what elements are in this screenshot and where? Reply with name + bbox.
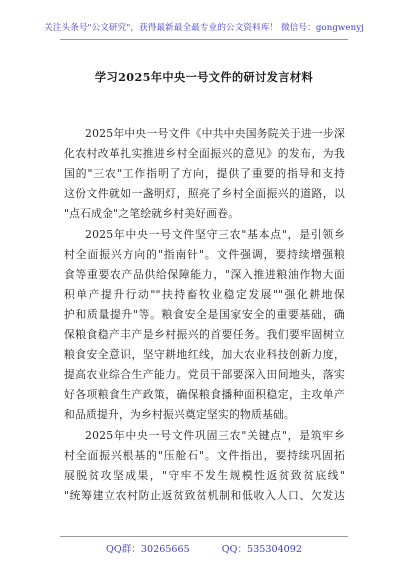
document-title: 学习2025年中央一号文件的研讨发言材料	[94, 70, 314, 84]
footer-divider	[60, 536, 348, 537]
body-line: 2025年中央一号文件《中共中央国务院关于进一步深	[85, 127, 345, 140]
body-line: 村全面振兴方向的"指南针"。文件强调，要持续增强粮	[64, 248, 345, 261]
body-line: 这份文件就如一盏明灯，照亮了乡村全面振兴的道路，以	[64, 187, 345, 200]
header-divider	[60, 39, 348, 40]
body-line: 化农村改革扎实推进乡村全面振兴的意见》的发布，为我	[64, 147, 345, 160]
body-line: 保粮食稳产丰产是乡村振兴的首要任务。我们要牢固树立	[64, 328, 345, 341]
body-line: 好各项粮食生产政策，确保粮食播种面积稳定，主攻单产	[64, 388, 345, 401]
body-line: 国的"三农"工作指明了方向，提供了重要的指导和支持	[64, 167, 345, 180]
body-line: 积单产提升行动""扶持畜牧业稳定发展""强化耕地保	[64, 288, 345, 301]
body-line: 和品质提升，为乡村振兴奠定坚实的物质基础。	[64, 408, 295, 421]
body-line: 粮食安全意识，坚守耕地红线，加大农业科技创新力度，	[64, 348, 345, 361]
body-line: 食等重要农产品供给保障能力，"深入推进粮油作物大面	[64, 268, 345, 281]
body-line: 2025年中央一号文件巩固三农"关键点"，是筑牢乡	[85, 429, 345, 442]
body-line: 展脱贫攻坚成果，"守牢不发生规模性返贫致贫底线"	[64, 469, 345, 482]
footer-contact	[0, 541, 408, 555]
body-line: 村全面振兴根基的"压舱石"。文件指出，要持续巩固拓	[64, 449, 345, 462]
footer-qq-group: QQ群：30265665	[105, 544, 190, 555]
body-line: 提高农业综合生产能力。党员干部要深入田间地头，落实	[64, 368, 345, 381]
footer-qq-number: QQ：535304092	[221, 544, 302, 555]
body-line: "点石成金"之笔绘就乡村美好画卷。	[64, 207, 240, 220]
body-line: 2025年中央一号文件坚守三农"基本点"，是引领乡	[85, 228, 345, 241]
body-line: 护和质量提升"等。粮食安全是国家安全的重要基础，确	[64, 308, 345, 321]
header-promo-note: 关注头条号"公文研究"，获得最新最全最专业的公文资料库！ 微信号：gongwenyj	[44, 23, 364, 33]
body-line: "统筹建立农村防止返贫致贫机制和低收入人口、欠发达	[64, 489, 345, 502]
